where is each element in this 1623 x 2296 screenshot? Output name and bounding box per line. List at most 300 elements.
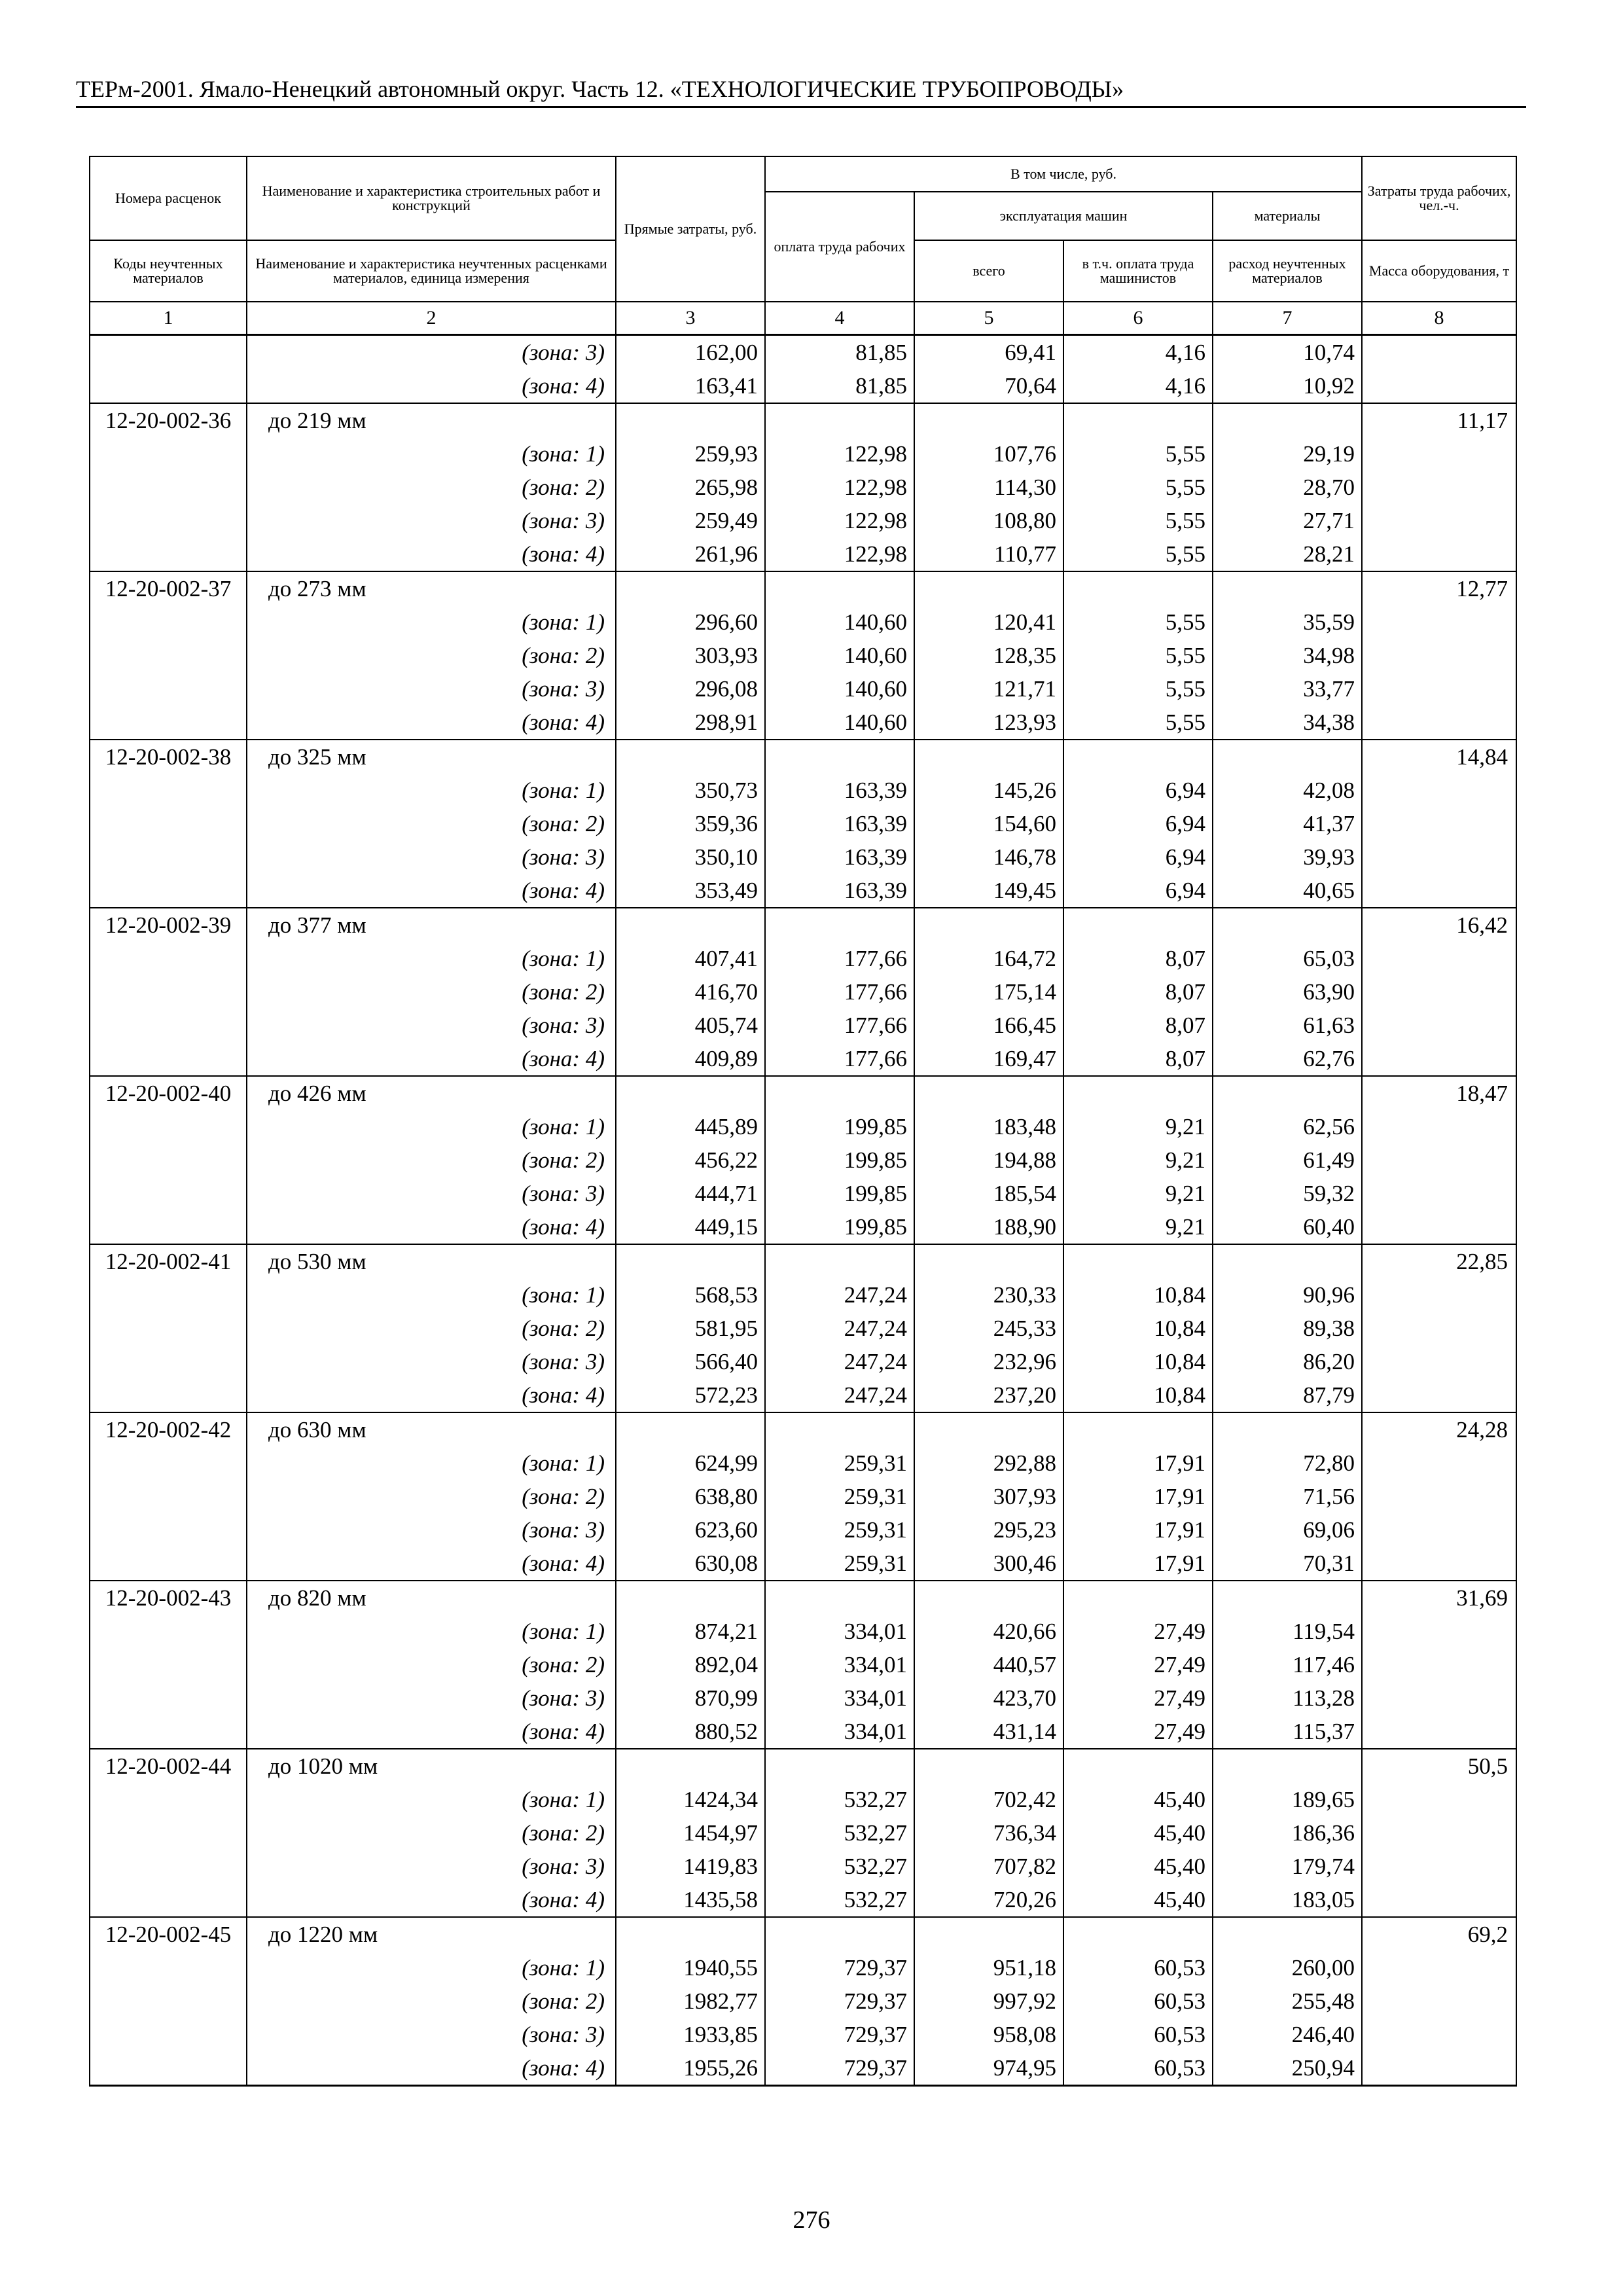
- zone-row: [90, 706, 1516, 740]
- machines-total-value: 720,26: [914, 1883, 1063, 1917]
- rate-code: 12-20-002-37: [90, 571, 247, 605]
- labor-pay-value: 81,85: [765, 335, 914, 370]
- empty-cell: [616, 571, 765, 605]
- labor-pay-value: 259,31: [765, 1513, 914, 1547]
- empty-cell: [914, 1412, 1063, 1446]
- rate-code-cell: [90, 1648, 247, 1681]
- empty-cell: [1213, 1749, 1362, 1783]
- zone-label: (зона: 2): [247, 1984, 616, 2018]
- direct-costs-value: 874,21: [616, 1615, 765, 1648]
- machines-total-value: 114,30: [914, 471, 1063, 504]
- labor-costs-value: 12,77: [1362, 571, 1516, 605]
- empty-cell: [765, 1917, 914, 1951]
- machines-total-value: 146,78: [914, 840, 1063, 874]
- machinist-pay-value: 10,84: [1063, 1312, 1213, 1345]
- direct-costs-value: 1435,58: [616, 1883, 765, 1917]
- machinist-pay-value: 4,16: [1063, 369, 1213, 403]
- rate-code-cell: [90, 874, 247, 908]
- materials-value: 39,93: [1213, 840, 1362, 874]
- empty-cell: [765, 740, 914, 774]
- labor-pay-value: 163,39: [765, 774, 914, 807]
- equipment-mass-cell: [1362, 1681, 1516, 1715]
- materials-value: 250,94: [1213, 2051, 1362, 2086]
- zone-row: [90, 1143, 1516, 1177]
- zone-label: (зона: 4): [247, 1715, 616, 1749]
- machinist-pay-value: 9,21: [1063, 1143, 1213, 1177]
- labor-pay-value: 177,66: [765, 942, 914, 975]
- empty-cell: [914, 571, 1063, 605]
- machinist-pay-value: 5,55: [1063, 504, 1213, 537]
- direct-costs-value: 1424,34: [616, 1783, 765, 1816]
- materials-value: 86,20: [1213, 1345, 1362, 1378]
- zone-row: [90, 1042, 1516, 1076]
- machinist-pay-value: 4,16: [1063, 335, 1213, 370]
- direct-costs-value: 407,41: [616, 942, 765, 975]
- zone-label: (зона: 4): [247, 2051, 616, 2086]
- column-number: 1: [90, 302, 247, 335]
- labor-pay-value: 247,24: [765, 1378, 914, 1412]
- zone-row: [90, 807, 1516, 840]
- materials-value: 35,59: [1213, 605, 1362, 639]
- materials-value: 87,79: [1213, 1378, 1362, 1412]
- equipment-mass-cell: [1362, 1513, 1516, 1547]
- empty-cell: [1063, 1917, 1213, 1951]
- labor-pay-value: 259,31: [765, 1446, 914, 1480]
- machinist-pay-value: 60,53: [1063, 1984, 1213, 2018]
- equipment-mass-cell: [1362, 706, 1516, 740]
- machines-total-value: 420,66: [914, 1615, 1063, 1648]
- rate-name: до 630 мм: [247, 1412, 616, 1446]
- machines-total-value: 169,47: [914, 1042, 1063, 1076]
- machinist-pay-value: 5,55: [1063, 537, 1213, 571]
- materials-value: 69,06: [1213, 1513, 1362, 1547]
- machines-total-value: 110,77: [914, 537, 1063, 571]
- materials-value: 179,74: [1213, 1850, 1362, 1883]
- equipment-mass-cell: [1362, 2018, 1516, 2051]
- labor-pay-value: 247,24: [765, 1312, 914, 1345]
- empty-cell: [765, 1412, 914, 1446]
- empty-cell: [1063, 908, 1213, 942]
- empty-cell: [1063, 1076, 1213, 1110]
- empty-cell: [1063, 571, 1213, 605]
- zone-row: [90, 1984, 1516, 2018]
- zone-row: [90, 1312, 1516, 1345]
- rate-code-cell: [90, 1177, 247, 1210]
- machinist-pay-value: 5,55: [1063, 706, 1213, 740]
- machinist-pay-value: 60,53: [1063, 1951, 1213, 1984]
- labor-pay-value: 247,24: [765, 1278, 914, 1312]
- rate-code-cell: [90, 1984, 247, 2018]
- labor-pay-value: 729,37: [765, 2051, 914, 2086]
- machines-total-value: 307,93: [914, 1480, 1063, 1513]
- machines-total-value: 107,76: [914, 437, 1063, 471]
- zone-row: [90, 471, 1516, 504]
- zone-row: [90, 1681, 1516, 1715]
- rate-code: 12-20-002-42: [90, 1412, 247, 1446]
- direct-costs-value: 409,89: [616, 1042, 765, 1076]
- materials-value: 117,46: [1213, 1648, 1362, 1681]
- machines-total-value: 123,93: [914, 706, 1063, 740]
- zone-row: [90, 975, 1516, 1009]
- rate-code-cell: [90, 975, 247, 1009]
- machines-total-value: 997,92: [914, 1984, 1063, 2018]
- zone-label: (зона: 2): [247, 1312, 616, 1345]
- machines-total-value: 958,08: [914, 2018, 1063, 2051]
- empty-cell: [616, 1581, 765, 1615]
- machines-total-value: 431,14: [914, 1715, 1063, 1749]
- labor-costs-value: 50,5: [1362, 1749, 1516, 1783]
- labor-costs-value: 69,2: [1362, 1917, 1516, 1951]
- direct-costs-value: 296,60: [616, 605, 765, 639]
- machines-total-value: 175,14: [914, 975, 1063, 1009]
- rate-code-cell: [90, 369, 247, 403]
- equipment-mass-cell: [1362, 1951, 1516, 1984]
- materials-value: 62,56: [1213, 1110, 1362, 1143]
- zone-row: [90, 1110, 1516, 1143]
- direct-costs-value: 1454,97: [616, 1816, 765, 1850]
- equipment-mass-cell: [1362, 1984, 1516, 2018]
- direct-costs-value: 638,80: [616, 1480, 765, 1513]
- header-equipment-mass: Масса оборудования, т: [1362, 240, 1516, 302]
- rate-code: 12-20-002-44: [90, 1749, 247, 1783]
- zone-row: [90, 504, 1516, 537]
- zone-row: [90, 1210, 1516, 1244]
- empty-cell: [914, 1749, 1063, 1783]
- direct-costs-value: 162,00: [616, 335, 765, 370]
- direct-costs-value: 1940,55: [616, 1951, 765, 1984]
- equipment-mass-cell: [1362, 369, 1516, 403]
- empty-cell: [765, 571, 914, 605]
- rate-code-cell: [90, 1345, 247, 1378]
- direct-costs-value: 298,91: [616, 706, 765, 740]
- rate-name: до 1220 мм: [247, 1917, 616, 1951]
- rate-code-cell: [90, 774, 247, 807]
- materials-value: 62,76: [1213, 1042, 1362, 1076]
- machines-total-value: 974,95: [914, 2051, 1063, 2086]
- equipment-mass-cell: [1362, 1615, 1516, 1648]
- rate-code-cell: [90, 840, 247, 874]
- zone-row: [90, 1446, 1516, 1480]
- running-head: ТЕРм-2001. Ямало-Ненецкий автономный округ. Часть 12. «ТЕХНОЛОГИЧЕСКИЕ ТРУБОПРОВОДЫ»: [76, 76, 1124, 102]
- equipment-mass-cell: [1362, 1177, 1516, 1210]
- materials-value: 260,00: [1213, 1951, 1362, 1984]
- column-number: 5: [914, 302, 1063, 335]
- materials-value: 246,40: [1213, 2018, 1362, 2051]
- header-including: В том числе, руб.: [765, 156, 1362, 192]
- labor-pay-value: 532,27: [765, 1850, 914, 1883]
- direct-costs-value: 416,70: [616, 975, 765, 1009]
- empty-cell: [616, 1244, 765, 1278]
- rate-code-cell: [90, 1850, 247, 1883]
- direct-costs-value: 445,89: [616, 1110, 765, 1143]
- rate-name: до 1020 мм: [247, 1749, 616, 1783]
- empty-cell: [616, 1749, 765, 1783]
- labor-pay-value: 729,37: [765, 1951, 914, 1984]
- zone-row: [90, 942, 1516, 975]
- rate-row: [90, 1581, 1516, 1615]
- zone-row: [90, 1816, 1516, 1850]
- direct-costs-value: 1933,85: [616, 2018, 765, 2051]
- direct-costs-value: 259,93: [616, 437, 765, 471]
- column-number: 2: [247, 302, 616, 335]
- direct-costs-value: 623,60: [616, 1513, 765, 1547]
- zone-row: [90, 1850, 1516, 1883]
- column-number: 7: [1213, 302, 1362, 335]
- zone-label: (зона: 1): [247, 774, 616, 807]
- zone-row: [90, 437, 1516, 471]
- empty-cell: [765, 908, 914, 942]
- equipment-mass-cell: [1362, 1446, 1516, 1480]
- labor-pay-value: 199,85: [765, 1110, 914, 1143]
- rate-row: [90, 1749, 1516, 1783]
- equipment-mass-cell: [1362, 335, 1516, 370]
- labor-pay-value: 729,37: [765, 1984, 914, 2018]
- machinist-pay-value: 45,40: [1063, 1783, 1213, 1816]
- machines-total-value: 292,88: [914, 1446, 1063, 1480]
- labor-pay-value: 177,66: [765, 975, 914, 1009]
- zone-label: (зона: 3): [247, 1177, 616, 1210]
- zone-row: [90, 1345, 1516, 1378]
- equipment-mass-cell: [1362, 437, 1516, 471]
- rate-code-cell: [90, 1210, 247, 1244]
- direct-costs-value: 1955,26: [616, 2051, 765, 2086]
- zone-row: [90, 1547, 1516, 1581]
- rate-name: до 273 мм: [247, 571, 616, 605]
- zone-row: [90, 774, 1516, 807]
- machines-total-value: 300,46: [914, 1547, 1063, 1581]
- machines-total-value: 185,54: [914, 1177, 1063, 1210]
- zone-label: (зона: 1): [247, 605, 616, 639]
- equipment-mass-cell: [1362, 1783, 1516, 1816]
- machines-total-value: 232,96: [914, 1345, 1063, 1378]
- empty-cell: [765, 1244, 914, 1278]
- zone-row: [90, 1177, 1516, 1210]
- labor-pay-value: 199,85: [765, 1177, 914, 1210]
- zone-label: (зона: 3): [247, 335, 616, 370]
- zone-label: (зона: 1): [247, 1110, 616, 1143]
- equipment-mass-cell: [1362, 1312, 1516, 1345]
- machinist-pay-value: 8,07: [1063, 1009, 1213, 1042]
- zone-label: (зона: 4): [247, 1378, 616, 1412]
- labor-pay-value: 81,85: [765, 369, 914, 403]
- machines-total-value: 230,33: [914, 1278, 1063, 1312]
- header-material-codes: Коды неучтенных материалов: [90, 240, 247, 302]
- machinist-pay-value: 9,21: [1063, 1177, 1213, 1210]
- labor-pay-value: 334,01: [765, 1648, 914, 1681]
- rate-code-cell: [90, 605, 247, 639]
- equipment-mass-cell: [1362, 1278, 1516, 1312]
- empty-cell: [1063, 1244, 1213, 1278]
- machinist-pay-value: 27,49: [1063, 1648, 1213, 1681]
- empty-cell: [1213, 571, 1362, 605]
- direct-costs-value: 405,74: [616, 1009, 765, 1042]
- zone-label: (зона: 4): [247, 1210, 616, 1244]
- machines-total-value: 164,72: [914, 942, 1063, 975]
- zone-label: (зона: 1): [247, 1951, 616, 1984]
- rate-code: 12-20-002-45: [90, 1917, 247, 1951]
- rate-code-cell: [90, 1681, 247, 1715]
- rate-code-cell: [90, 1480, 247, 1513]
- materials-value: 42,08: [1213, 774, 1362, 807]
- labor-pay-value: 334,01: [765, 1615, 914, 1648]
- rate-row: [90, 1412, 1516, 1446]
- machinist-pay-value: 5,55: [1063, 639, 1213, 672]
- rate-code-cell: [90, 1378, 247, 1412]
- machinist-pay-value: 5,55: [1063, 605, 1213, 639]
- materials-value: 71,56: [1213, 1480, 1362, 1513]
- labor-costs-value: 11,17: [1362, 403, 1516, 437]
- machinist-pay-value: 5,55: [1063, 672, 1213, 706]
- machines-total-value: 736,34: [914, 1816, 1063, 1850]
- empty-cell: [1063, 1581, 1213, 1615]
- zone-row: [90, 1009, 1516, 1042]
- rate-code-cell: [90, 335, 247, 370]
- zone-row: [90, 1480, 1516, 1513]
- materials-value: 29,19: [1213, 437, 1362, 471]
- rate-code-cell: [90, 1951, 247, 1984]
- rate-row: [90, 571, 1516, 605]
- zone-row: [90, 605, 1516, 639]
- labor-pay-value: 163,39: [765, 874, 914, 908]
- machines-total-value: 154,60: [914, 807, 1063, 840]
- zone-row: [90, 335, 1516, 370]
- empty-cell: [914, 1917, 1063, 1951]
- machines-total-value: 108,80: [914, 504, 1063, 537]
- rate-row: [90, 1244, 1516, 1278]
- zone-row: [90, 672, 1516, 706]
- zone-row: [90, 1951, 1516, 1984]
- zone-label: (зона: 4): [247, 1042, 616, 1076]
- empty-cell: [1213, 1244, 1362, 1278]
- machinist-pay-value: 45,40: [1063, 1883, 1213, 1917]
- rate-row: [90, 740, 1516, 774]
- machinist-pay-value: 5,55: [1063, 471, 1213, 504]
- empty-cell: [1063, 403, 1213, 437]
- materials-value: 61,63: [1213, 1009, 1362, 1042]
- zone-label: (зона: 2): [247, 1143, 616, 1177]
- zone-label: (зона: 2): [247, 975, 616, 1009]
- header-direct-costs: Прямые затраты, руб.: [616, 156, 765, 302]
- direct-costs-value: 350,73: [616, 774, 765, 807]
- machinist-pay-value: 6,94: [1063, 874, 1213, 908]
- rates-table: [89, 156, 1517, 2087]
- machinist-pay-value: 27,49: [1063, 1715, 1213, 1749]
- empty-cell: [914, 1581, 1063, 1615]
- machines-total-value: 951,18: [914, 1951, 1063, 1984]
- labor-pay-value: 163,39: [765, 840, 914, 874]
- labor-pay-value: 140,60: [765, 706, 914, 740]
- rate-code: 12-20-002-36: [90, 403, 247, 437]
- rate-code-cell: [90, 2051, 247, 2086]
- zone-label: (зона: 2): [247, 639, 616, 672]
- empty-cell: [765, 1749, 914, 1783]
- direct-costs-value: 444,71: [616, 1177, 765, 1210]
- zone-label: (зона: 2): [247, 471, 616, 504]
- rate-name: до 377 мм: [247, 908, 616, 942]
- rate-code-cell: [90, 1513, 247, 1547]
- direct-costs-value: 581,95: [616, 1312, 765, 1345]
- machinist-pay-value: 8,07: [1063, 942, 1213, 975]
- rate-code: 12-20-002-41: [90, 1244, 247, 1278]
- machinist-pay-value: 17,91: [1063, 1446, 1213, 1480]
- equipment-mass-cell: [1362, 1345, 1516, 1378]
- equipment-mass-cell: [1362, 807, 1516, 840]
- machinist-pay-value: 27,49: [1063, 1681, 1213, 1715]
- empty-cell: [765, 1076, 914, 1110]
- labor-pay-value: 199,85: [765, 1143, 914, 1177]
- labor-pay-value: 177,66: [765, 1042, 914, 1076]
- rate-code-cell: [90, 672, 247, 706]
- materials-value: 119,54: [1213, 1615, 1362, 1648]
- zone-label: (зона: 1): [247, 437, 616, 471]
- materials-value: 60,40: [1213, 1210, 1362, 1244]
- zone-label: (зона: 3): [247, 2018, 616, 2051]
- header-rate-numbers: Номера расценок: [90, 156, 247, 240]
- equipment-mass-cell: [1362, 672, 1516, 706]
- zone-label: (зона: 3): [247, 1850, 616, 1883]
- labor-costs-value: 22,85: [1362, 1244, 1516, 1278]
- machines-total-value: 183,48: [914, 1110, 1063, 1143]
- rate-code-cell: [90, 1042, 247, 1076]
- materials-value: 90,96: [1213, 1278, 1362, 1312]
- machines-total-value: 188,90: [914, 1210, 1063, 1244]
- machinist-pay-value: 8,07: [1063, 1042, 1213, 1076]
- machinist-pay-value: 10,84: [1063, 1378, 1213, 1412]
- direct-costs-value: 870,99: [616, 1681, 765, 1715]
- machines-total-value: 237,20: [914, 1378, 1063, 1412]
- machines-total-value: 166,45: [914, 1009, 1063, 1042]
- zone-row: [90, 1715, 1516, 1749]
- materials-value: 189,65: [1213, 1783, 1362, 1816]
- machines-total-value: 702,42: [914, 1783, 1063, 1816]
- materials-value: 27,71: [1213, 504, 1362, 537]
- rate-name: до 530 мм: [247, 1244, 616, 1278]
- labor-pay-value: 122,98: [765, 537, 914, 571]
- header-unaccounted-materials: расход неучтенных материалов: [1213, 240, 1362, 302]
- direct-costs-value: 261,96: [616, 537, 765, 571]
- machines-total-value: 121,71: [914, 672, 1063, 706]
- direct-costs-value: 568,53: [616, 1278, 765, 1312]
- labor-pay-value: 122,98: [765, 471, 914, 504]
- machinist-pay-value: 27,49: [1063, 1615, 1213, 1648]
- direct-costs-value: 566,40: [616, 1345, 765, 1378]
- machines-total-value: 70,64: [914, 369, 1063, 403]
- header-work-name: Наименование и характеристика строительных работ и конструкций: [247, 156, 616, 240]
- equipment-mass-cell: [1362, 504, 1516, 537]
- rates-table-body: [90, 335, 1516, 2086]
- zone-label: (зона: 1): [247, 1615, 616, 1648]
- empty-cell: [616, 403, 765, 437]
- machinist-pay-value: 17,91: [1063, 1480, 1213, 1513]
- direct-costs-value: 350,10: [616, 840, 765, 874]
- column-number: 4: [765, 302, 914, 335]
- zone-label: (зона: 1): [247, 942, 616, 975]
- zone-row: [90, 369, 1516, 403]
- labor-pay-value: 140,60: [765, 672, 914, 706]
- zone-label: (зона: 2): [247, 1816, 616, 1850]
- header-material-name: Наименование и характеристика неучтенных расценками материалов, единица измерения: [247, 240, 616, 302]
- zone-label: (зона: 2): [247, 807, 616, 840]
- machinist-pay-value: 8,07: [1063, 975, 1213, 1009]
- rate-code: 12-20-002-40: [90, 1076, 247, 1110]
- machinist-pay-value: 6,94: [1063, 840, 1213, 874]
- empty-cell: [765, 1581, 914, 1615]
- zone-label: (зона: 3): [247, 1009, 616, 1042]
- machinist-pay-value: 9,21: [1063, 1210, 1213, 1244]
- zone-label: (зона: 4): [247, 369, 616, 403]
- header-machinist-pay: в т.ч. оплата труда машинистов: [1063, 240, 1213, 302]
- rate-code-cell: [90, 537, 247, 571]
